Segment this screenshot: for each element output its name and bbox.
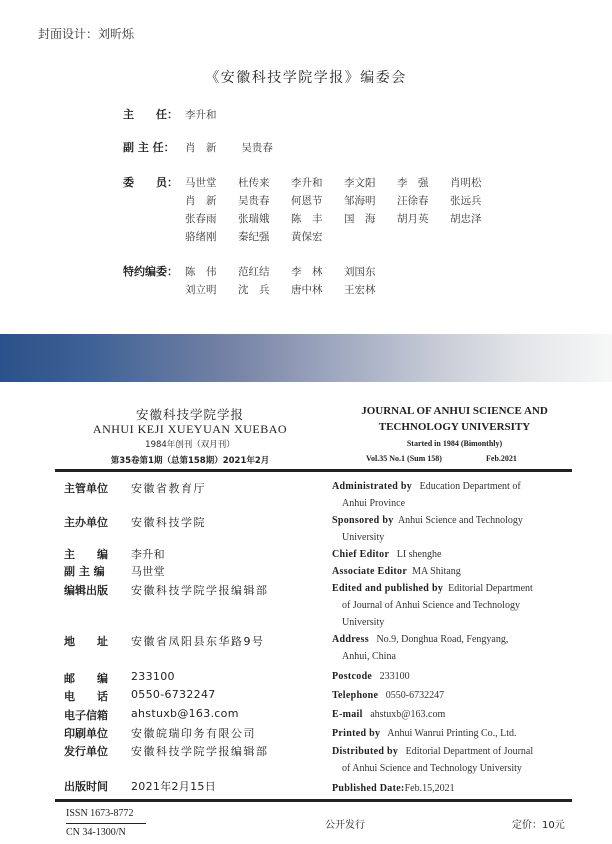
info-en-cont: of Anhui Science and Technology University bbox=[342, 763, 522, 774]
issn-number: ISSN 1673-8772 bbox=[66, 808, 134, 819]
info-label-administrator: 主管单位 bbox=[64, 482, 108, 495]
member-name: 汪徐春 bbox=[397, 195, 429, 207]
distribution-note: 公开发行 bbox=[325, 820, 365, 831]
info-en-value[interactable]: ahstuxb@163.com bbox=[370, 709, 446, 720]
info-en-label: Published Date: bbox=[332, 783, 405, 794]
info-en-value: Education Department of bbox=[419, 481, 521, 492]
special-member-name: 刘立明 bbox=[185, 284, 217, 296]
special-member-name: 李 林 bbox=[291, 266, 323, 278]
special-members-row bbox=[185, 282, 397, 297]
info-en-distributor bbox=[332, 743, 577, 777]
info-en-label: Telephone bbox=[332, 690, 379, 701]
journal-title-pinyin: ANHUI KEJI XUEYUAN XUEBAO bbox=[92, 422, 288, 436]
info-en-value: LI shenghe bbox=[396, 549, 442, 560]
special-member-name: 陈 伟 bbox=[185, 266, 217, 278]
info-en-label: Chief Editor bbox=[332, 549, 390, 560]
member-name: 马世堂 bbox=[185, 177, 217, 189]
info-en-cont: Anhui Province bbox=[342, 498, 406, 509]
info-en-chief-editor bbox=[332, 546, 577, 563]
info-en-value: Anhui Science and Technology bbox=[397, 515, 523, 526]
info-value-address: 安徽省凤阳县东华路9号 bbox=[131, 635, 265, 648]
info-en-label: Sponsored by bbox=[332, 515, 394, 526]
info-label-postcode: 邮 编 bbox=[64, 672, 108, 685]
members-row bbox=[185, 211, 503, 226]
info-en-value: Anhui Wanrui Printing Co., Ltd. bbox=[387, 728, 517, 739]
member-name: 吴贵春 bbox=[238, 195, 270, 207]
info-label-associate-editor: 副 主 编 bbox=[64, 565, 105, 578]
info-en-label: Distributed by bbox=[332, 746, 399, 757]
price-label: 定价：10元 bbox=[512, 820, 565, 831]
info-label-printer: 印刷单位 bbox=[64, 727, 108, 740]
journal-volume-en: Vol.35 No.1 (Sum 158) bbox=[366, 454, 442, 463]
info-value-administrator: 安徽省教育厅 bbox=[131, 482, 206, 495]
info-label-address: 地 址 bbox=[64, 635, 108, 648]
info-en-label: Associate Editor bbox=[332, 566, 408, 577]
info-label-email: 电子信箱 bbox=[64, 709, 108, 722]
info-value-telephone: 0550-6732247 bbox=[131, 688, 216, 701]
info-en-cont: University bbox=[342, 617, 385, 628]
info-label-editor-publisher: 编辑出版 bbox=[64, 584, 108, 597]
info-en-telephone bbox=[332, 687, 577, 704]
info-en-value: MA Shitang bbox=[412, 566, 461, 577]
info-value-chief-editor: 李升和 bbox=[131, 548, 165, 561]
vice-director-name: 吴贵春 bbox=[241, 142, 273, 154]
info-en-label: Administrated by bbox=[332, 481, 413, 492]
info-en-address bbox=[332, 631, 577, 665]
journal-title-en: JOURNAL OF ANHUI SCIENCE AND TECHNOLOGY UNIVERSITY bbox=[361, 405, 548, 433]
journal-volume-cn: 第35卷第1期（总第158期）2021年2月 bbox=[110, 456, 270, 466]
info-en-cont: University bbox=[342, 532, 385, 543]
info-en-cont: Anhui, China bbox=[342, 651, 396, 662]
journal-date-en: Feb.2021 bbox=[486, 454, 517, 463]
member-name: 胡忠泽 bbox=[450, 213, 482, 225]
info-en-cont: of Journal of Anhui Science and Technology bbox=[342, 600, 520, 611]
info-en-value: No.9, Donghua Road, Fengyang, bbox=[376, 634, 509, 645]
special-members-label: 特约编委： bbox=[123, 265, 178, 278]
info-value-editor-publisher: 安徽科技学院学报编辑部 bbox=[131, 584, 269, 597]
info-value-postcode: 233100 bbox=[131, 670, 175, 683]
info-en-printer bbox=[332, 725, 577, 742]
special-member-name: 王宏林 bbox=[344, 284, 376, 296]
director-label: 主 任： bbox=[123, 108, 178, 121]
vice-director-names bbox=[185, 140, 294, 155]
info-en-label: Printed by bbox=[332, 728, 381, 739]
info-en-label: Edited and published by bbox=[332, 583, 444, 594]
bottom-divider bbox=[55, 799, 572, 802]
special-member-name: 刘国东 bbox=[344, 266, 376, 278]
special-member-name: 沈 兵 bbox=[238, 284, 270, 296]
decorative-gradient-band bbox=[0, 334, 612, 382]
info-en-editor-publisher bbox=[332, 580, 577, 631]
info-en-associate-editor bbox=[332, 563, 577, 580]
info-en-administrator bbox=[332, 478, 577, 512]
issn-underline bbox=[66, 823, 146, 824]
info-label-publish-date: 出版时间 bbox=[64, 780, 108, 793]
member-name: 国 海 bbox=[344, 213, 376, 225]
info-label-distributor: 发行单位 bbox=[64, 745, 108, 758]
member-name: 骆绪刚 bbox=[185, 231, 217, 243]
special-members-row bbox=[185, 264, 397, 279]
info-en-publish-date bbox=[332, 780, 577, 797]
info-label-sponsor: 主办单位 bbox=[64, 516, 108, 529]
director-name: 李升和 bbox=[185, 109, 217, 121]
member-name: 肖明松 bbox=[450, 177, 482, 189]
info-value-distributor: 安徽科技学院学报编辑部 bbox=[131, 745, 269, 758]
member-name: 张瑞娥 bbox=[238, 213, 270, 225]
members-row bbox=[185, 229, 344, 244]
member-name: 何恩节 bbox=[291, 195, 323, 207]
member-name: 李升和 bbox=[291, 177, 323, 189]
journal-started-en: Started in 1984 (Bimonthly) bbox=[406, 439, 503, 448]
vice-director-name: 肖 新 bbox=[185, 142, 217, 154]
member-name: 肖 新 bbox=[185, 195, 217, 207]
info-en-value: 0550-6732247 bbox=[385, 690, 445, 701]
info-en-email bbox=[332, 706, 577, 723]
info-en-label: Address bbox=[332, 634, 369, 645]
member-name: 黄保宏 bbox=[291, 231, 323, 243]
cover-design-credit: 封面设计：刘昕烁 bbox=[38, 27, 135, 41]
special-member-name: 唐中林 bbox=[291, 284, 323, 296]
info-value-email[interactable]: ahstuxb@163.com bbox=[131, 707, 239, 720]
cn-number: CN 34-1300/N bbox=[66, 827, 126, 838]
info-value-associate-editor: 马世堂 bbox=[131, 565, 165, 578]
info-en-label: E-mail bbox=[332, 709, 363, 720]
members-row bbox=[185, 175, 503, 190]
member-name: 李 强 bbox=[397, 177, 429, 189]
info-en-label: Postcode bbox=[332, 671, 373, 682]
info-value-publish-date: 2021年2月15日 bbox=[131, 780, 216, 793]
info-value-printer: 安徽皖瑞印务有限公司 bbox=[131, 727, 256, 740]
info-value-sponsor: 安徽科技学院 bbox=[131, 516, 206, 529]
info-en-value: Editorial Department of Journal bbox=[405, 746, 534, 757]
members-row bbox=[185, 193, 503, 208]
member-name: 胡月英 bbox=[397, 213, 429, 225]
info-label-chief-editor: 主 编 bbox=[64, 548, 108, 561]
member-name: 李文阳 bbox=[344, 177, 376, 189]
member-name: 邹海明 bbox=[344, 195, 376, 207]
info-en-value: 233100 bbox=[379, 671, 410, 682]
top-divider bbox=[55, 469, 572, 472]
vice-director-label: 副 主 任： bbox=[123, 141, 175, 154]
info-en-sponsor bbox=[332, 512, 577, 546]
info-en-value: Feb.15,2021 bbox=[404, 783, 455, 794]
member-name: 张春雨 bbox=[185, 213, 217, 225]
member-name: 秦纪强 bbox=[238, 231, 270, 243]
journal-title-cn: 安徽科技学院学报 bbox=[135, 407, 244, 422]
special-member-name: 范红结 bbox=[238, 266, 270, 278]
editorial-board-title: 《安徽科技学院学报》编委会 bbox=[205, 70, 407, 86]
info-label-telephone: 电 话 bbox=[64, 690, 108, 703]
member-name: 张远兵 bbox=[450, 195, 482, 207]
journal-started-cn: 1984年创刊（双月刊） bbox=[145, 440, 235, 450]
member-name: 杜传来 bbox=[238, 177, 270, 189]
members-label: 委 员： bbox=[123, 176, 178, 189]
info-en-value: Editorial Department bbox=[448, 583, 533, 594]
member-name: 陈 丰 bbox=[291, 213, 323, 225]
info-en-postcode bbox=[332, 668, 577, 685]
